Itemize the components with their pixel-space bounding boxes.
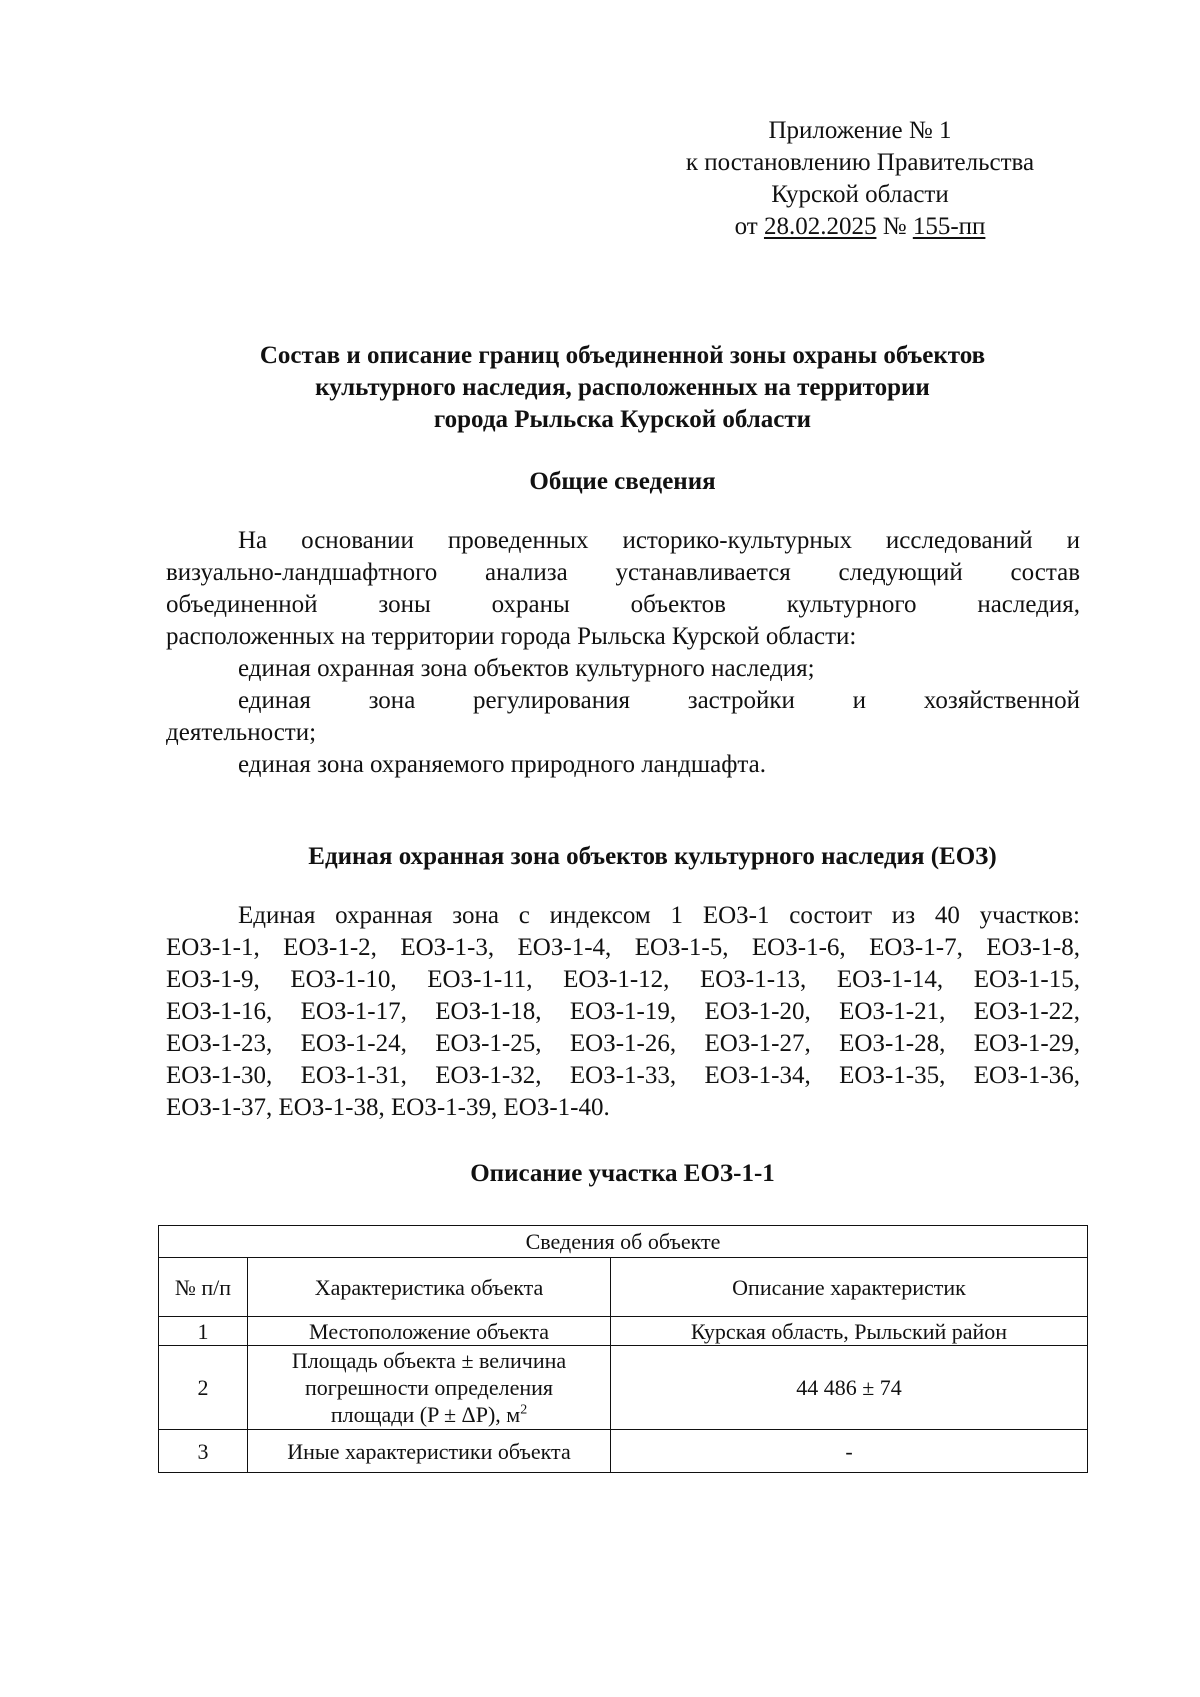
heading-eoz: Единая охранная зона объектов культурного наследия (ЕОЗ) xyxy=(308,843,997,870)
row-2-characteristic-line-2: погрешности определения xyxy=(304,1375,554,1400)
table-row xyxy=(159,1346,1088,1430)
appendix-line-2: к постановлению Правительства xyxy=(685,149,1035,176)
general-line-1: На основании проведенных историко-культурных исследований и xyxy=(238,527,1080,554)
number-prefix: № xyxy=(876,213,913,240)
object-info-table xyxy=(158,1225,1088,1473)
date-prefix: от xyxy=(734,213,764,240)
row-1-characteristic: Местоположение объекта xyxy=(248,1317,611,1346)
table-row xyxy=(159,1317,1088,1346)
general-line-2: визуально-ландшафтного анализа устанавливается следующий состав xyxy=(166,559,1080,586)
general-paragraph xyxy=(166,525,1080,781)
row-1-description: Курская область, Рыльский район xyxy=(611,1317,1088,1346)
document-title xyxy=(160,340,1085,436)
zone-item-2-line-2: деятельности; xyxy=(166,719,317,746)
eoz-line-6: ЕОЗ-1-30, ЕОЗ-1-31, ЕОЗ-1-32, ЕОЗ-1-33, ЕОЗ-1-34, ЕОЗ-1-35, ЕОЗ-1-36, xyxy=(166,1062,1080,1089)
eoz-paragraph xyxy=(166,900,1080,1124)
heading-plot: Описание участка ЕОЗ-1-1 xyxy=(470,1160,775,1187)
header-description: Описание характеристик xyxy=(611,1258,1088,1317)
title-line-3: города Рыльска Курской области xyxy=(433,406,812,433)
row-2-characteristic-line-1: Площадь объекта ± величина xyxy=(291,1348,567,1373)
zone-item-2-line-1: единая зона регулирования застройки и хозяйственной xyxy=(238,687,1080,714)
header-number: № п/п xyxy=(159,1258,248,1317)
zone-item-1: единая охранная зона объектов культурного наследия; xyxy=(238,655,815,682)
zone-item-3: единая зона охраняемого природного ландшафта. xyxy=(238,751,767,778)
table-caption-row xyxy=(159,1226,1088,1258)
header-characteristic: Характеристика объекта xyxy=(248,1258,611,1317)
eoz-line-3: ЕОЗ-1-9, ЕОЗ-1-10, ЕОЗ-1-11, ЕОЗ-1-12, ЕОЗ-1-13, ЕОЗ-1-14, ЕОЗ-1-15, xyxy=(166,966,1080,993)
eoz-line-7: ЕОЗ-1-37, ЕОЗ-1-38, ЕОЗ-1-39, ЕОЗ-1-40. xyxy=(166,1094,610,1121)
row-2-description: 44 486 ± 74 xyxy=(611,1346,1088,1430)
appendix-header xyxy=(640,115,1080,243)
row-2-characteristic-line-3 xyxy=(254,1401,604,1428)
row-1-number: 1 xyxy=(159,1317,248,1346)
eoz-line-2: ЕОЗ-1-1, ЕОЗ-1-2, ЕОЗ-1-3, ЕОЗ-1-4, ЕОЗ-1-5, ЕОЗ-1-6, ЕОЗ-1-7, ЕОЗ-1-8, xyxy=(166,934,1080,961)
appendix-date-line xyxy=(640,211,1080,243)
general-line-4: расположенных на территории города Рыльска Курской области: xyxy=(166,623,857,650)
table-caption: Сведения об объекте xyxy=(159,1226,1088,1258)
row-2-number: 2 xyxy=(159,1346,248,1430)
row-3-description: - xyxy=(611,1430,1088,1473)
decree-number: 155-пп xyxy=(912,213,986,240)
table-header-row xyxy=(159,1258,1088,1317)
area-label: площади (P ± ΔP), м xyxy=(330,1402,521,1427)
appendix-line-3: Курской области xyxy=(771,181,949,208)
title-line-2: культурного наследия, расположенных на территории xyxy=(315,374,930,401)
row-3-characteristic: Иные характеристики объекта xyxy=(248,1430,611,1473)
heading-general: Общие сведения xyxy=(529,468,716,495)
eoz-line-4: ЕОЗ-1-16, ЕОЗ-1-17, ЕОЗ-1-18, ЕОЗ-1-19, ЕОЗ-1-20, ЕОЗ-1-21, ЕОЗ-1-22, xyxy=(166,998,1080,1025)
decree-date: 28.02.2025 xyxy=(763,213,877,240)
general-line-3: объединенной зоны охраны объектов культурного наследия, xyxy=(166,591,1080,618)
eoz-line-5: ЕОЗ-1-23, ЕОЗ-1-24, ЕОЗ-1-25, ЕОЗ-1-26, ЕОЗ-1-27, ЕОЗ-1-28, ЕОЗ-1-29, xyxy=(166,1030,1080,1057)
area-unit-superscript: 2 xyxy=(520,1402,528,1418)
eoz-line-1: Единая охранная зона с индексом 1 ЕОЗ-1 состоит из 40 участков: xyxy=(238,902,1080,929)
row-2-characteristic xyxy=(248,1346,611,1430)
title-line-1: Состав и описание границ объединенной зоны охраны объектов xyxy=(259,342,986,369)
row-3-number: 3 xyxy=(159,1430,248,1473)
table-row xyxy=(159,1430,1088,1473)
appendix-line-1: Приложение № 1 xyxy=(768,117,952,144)
